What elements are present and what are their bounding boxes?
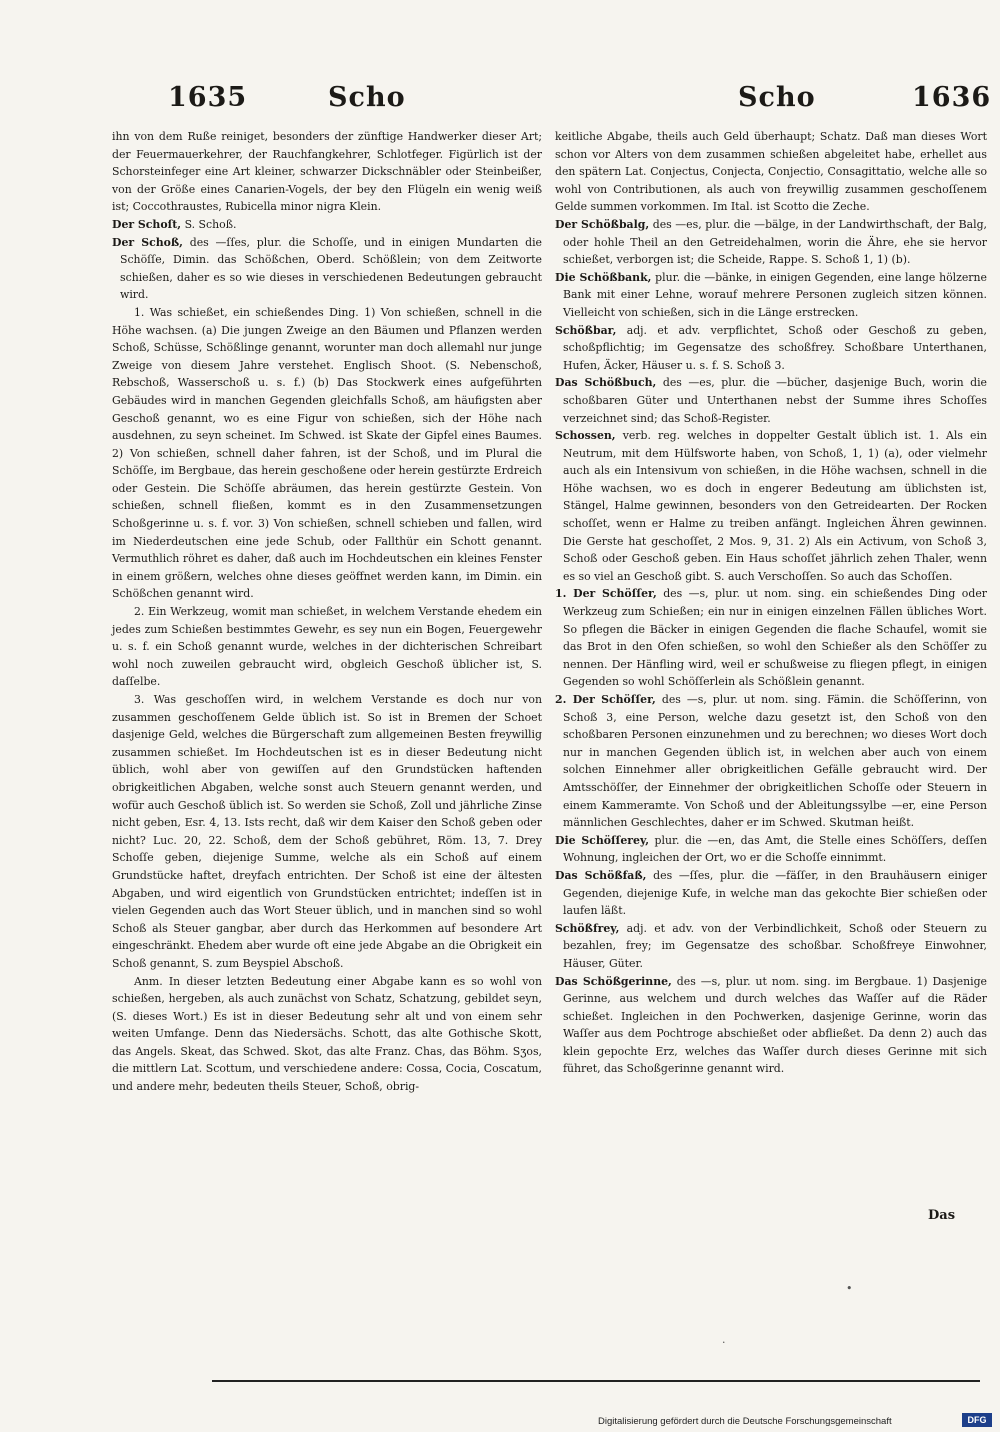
dictionary-entry bbox=[555, 920, 987, 973]
footer-credit: Digitalisierung gefördert durch die Deutsche Forschungsgemeinschaft bbox=[598, 1416, 892, 1427]
left-column bbox=[112, 128, 542, 1096]
dictionary-entry bbox=[555, 867, 987, 920]
entry-paragraph bbox=[112, 128, 542, 216]
dfg-logo: DFG bbox=[962, 1413, 992, 1427]
left-page-number: 1635 bbox=[168, 82, 248, 113]
entry-text: plur. die —en, das Amt, die Stelle eines Schöſſers, deſſen Wohnung, ingleichen der Ort, wo er die Schoſſe einnimmt. bbox=[563, 833, 987, 865]
entry-text: verb. reg. welches in doppelter Gestalt üblich ist. 1. Als ein Neutrum, mit dem Hülfsworte haben, von Schoß, 1, 1) (a), oder vielmehr auch als ein Intensivum von schießen, in die Höhe wachsen, schnell in die Höhe wachsen, wo es doch in engerer Bedeutung am üblichsten ist, Stängel, Halme gewinnen, besonders von den Getreidearten. Der Rocken schoſſet, wenn er Halme zu treiben anfängt. Ingleichen Ähren gewinnen. Die Gerste hat geschoſſet, 2 Mos. 9, 31. 2) Als ein Activum, von Schoß 3, Schoß oder Geschoß geben. Ein Haus schoſſet jährlich zehen Thaler, wenn es so viel an Geschoß gibt. S. auch Verschoſſen. So auch das Schoſſen. bbox=[563, 429, 987, 583]
entry-text: des —ſſes, plur. die —fäſſer, in den Brauhäusern einiger Gegenden, diejenige Kufe, in welche man das gekochte Bier schießen oder laufen läßt. bbox=[563, 868, 987, 918]
entry-paragraph bbox=[112, 973, 542, 1096]
entry-headword: Das Schößfaß, bbox=[555, 868, 647, 882]
entry-headword: Das Schößgerinne, bbox=[555, 974, 672, 988]
entry-text: des —s, plur. ut nom. sing. Fämin. die Schöſſerinn, von Schoß 3, eine Person, welche dazu gesetzt ist, den Schoß von den schoßbaren Personen einzunehmen und zu berechnen; wo dieses Wort doch nur in manchen Gegenden üblich ist, in welchen aber auch von einem solchen Einnehmer aller obrigkeitlichen Gefälle gebraucht wird. Der Amtsschöſſer, der Einnehmer der obrigkeitlichen Schoſſe oder Steuern in einem Kammeramte. Von Schoß und der Ableitungssylbe —er, eine Person männlichen Geschlechtes, daher er im Schwed. Skutman heißt. bbox=[563, 693, 987, 830]
entry-headword: Der Schoß, bbox=[112, 235, 183, 249]
dictionary-entry bbox=[555, 374, 987, 427]
entry-text: des —es, plur. die —bücher, dasjenige Buch, worin die schoßbaren Güter und Unterthanen nebst der Summe ihres Schoſſes verzeichnet sind; das Schoß-Register. bbox=[563, 376, 987, 425]
entry-headword: 1. Der Schöſſer, bbox=[555, 587, 657, 601]
entry-headword: Schossen, bbox=[555, 429, 616, 443]
entry-headword: Der Schößbalg, bbox=[555, 217, 650, 231]
entry-text: S. Schoß. bbox=[184, 217, 237, 231]
page-header bbox=[0, 82, 1000, 122]
entry-headword: Schößfrey, bbox=[555, 921, 620, 935]
catchword: Das bbox=[928, 1208, 956, 1223]
entry-headword: Schößbar, bbox=[555, 323, 617, 337]
dictionary-entry bbox=[555, 427, 987, 585]
entry-headword: Der Schoſt, bbox=[112, 217, 182, 231]
dictionary-entry bbox=[555, 691, 987, 832]
entry-paragraph bbox=[112, 691, 542, 973]
entry-text: adj. et adv. verpflichtet, Schoß oder Geschoß zu geben, schoßpflichtig; im Gegensatze des schoßfrey. Schoßbare Unterthanen, Hufen, Äcker, Häuser u. s. f. S. Schoß 3. bbox=[563, 323, 987, 372]
entry-text: adj. et adv. von der Verbindlichkeit, Schoß oder Steuern zu bezahlen, frey; im Gegensatze des schoßbar. Schoßfreye Einwohner, Häuser, Güter. bbox=[563, 921, 987, 970]
entry-text: ihn von dem Ruße reiniget, besonders der zünftige Handwerker dieser Art; der Feuermauerkehrer, der Rauchfangkehrer, Schlotfeger. Figürlich ist der Schorsteinfeger eine Art kleiner, schwarzer Dickschnäbler oder Steinbeißer, von der Größe eines Canarien-Vogels, der bey den Flügeln ein wenig weiß ist; Coccothraustes, Rubicella minor nigra Klein. bbox=[112, 130, 542, 214]
entry-paragraph bbox=[555, 128, 987, 216]
dictionary-entry bbox=[555, 832, 987, 867]
entry-headword: Die Schößbank, bbox=[555, 270, 652, 284]
entry-text: 1. Was schießet, ein schießendes Ding. 1) Von schießen, schnell in die Höhe wachsen. (a) Die jungen Zweige an den Bäumen und Pflanzen werden Schoß, Schüsse, Schößlinge genannt, worunter man doch allemahl nur junge Zweige von diesem Jahre verstehet. Englisch Shoot. (S. Nebenschoß, Rebschoß, Wasserschoß u. s. f.) (b) Das Stockwerk eines aufgeführten Gebäudes wird in manchen Gegenden gleichfalls Schoß, am häufigsten aber Geschoß genannt, wo es eine Figur von schießen, sich der Höhe nach ausdehnen, zu seyn scheinet. Im Schwed. ist Skate der Gipfel eines Baumes. 2) Von schießen, schnell daher fahren, ist der Schoß, und im Plural die Schöſſe, im Bergbaue, das herein geschoßene oder herein gestürzte Erdreich oder Gestein. Die Schöſſe abräumen, das herein gestürzte Gestein. Von schießen, schnell fließen, kommt es in den Zusammensetzungen Schoßgerinne u. s. f. vor. 3) Von schießen, schnell schieben und fallen, wird im Niederdeutschen eine jede Schub, oder Fallthür ein Schott genannt. Vermuthlich röhret es daher, daß auch im Hochdeutschen ein kleines Fenster in einem größern, welches ohne dieses geöffnet werden kann, im Dimin. ein Schößchen genannt wird. bbox=[112, 305, 542, 601]
entry-text: des —s, plur. ut nom. sing. im Bergbaue. 1) Dasjenige Gerinne, aus welchem und durch welches das Waſſer auf die Räder schießet. Ingleichen in den Pochwerken, dasjenige Gerinne, worin das Waſſer aus dem Pochtroge abschießet oder abfließet. Da denn 2) auch das klein gepochte Erz, welches das Waſſer durch dieses Gerinne mit sich führet, das Schoßgerinne genannt wird. bbox=[563, 974, 988, 1076]
entry-paragraph bbox=[112, 304, 542, 603]
entry-text: des —s, plur. ut nom. sing. ein schießendes Ding oder Werkzeug zum Schießen; ein nur in einigen einzelnen Fällen übliches Wort. So pflegen die Bäcker in einigen Gegenden die flache Schaufel, womit sie das Brot in den Ofen schießen, so wohl den Schießer als den Schöſſer zu nennen. Der Hänfling wird, weil er schußweise zu fliegen pflegt, in einigen Gegenden so wohl Schöſſerlein als Schößlein genannt. bbox=[563, 587, 987, 689]
entry-headword: Die Schöſſerey, bbox=[555, 833, 650, 847]
dictionary-entry bbox=[555, 585, 987, 691]
dictionary-entry bbox=[112, 216, 542, 234]
entry-text: 2. Ein Werkzeug, womit man schießet, in welchem Verstande ehedem ein jedes zum Schießen bestimmtes Gewehr, es sey nun ein Bogen, Feuergewehr u. s. f. ein Schoß genannt wurde, welches in der dichterischen Schreibart wohl noch zuweilen gebraucht wird, obgleich Geschoß üblicher ist, S. daſſelbe. bbox=[112, 605, 542, 689]
entry-text: keitliche Abgabe, theils auch Geld überhaupt; Schatz. Daß man dieses Wort schon vor Alters von dem zusammen schießen abgeleitet habe, erhellet aus den spätern Lat. Conjectus, Conjecta, Conjectio, Consagittatio, welche alle so wohl von Contributionen, als auch von freywillig zusammen geschoſſenem Gelde summen vorkommen. Im Ital. ist Scotto die Zeche. bbox=[555, 130, 987, 214]
entry-headword: 2. Der Schöſſer, bbox=[555, 693, 656, 706]
entry-paragraph bbox=[112, 603, 542, 691]
dictionary-entry bbox=[555, 322, 987, 375]
right-column bbox=[555, 128, 987, 1078]
speck-mark: • bbox=[846, 1282, 853, 1295]
entry-text: des —ſſes, plur. die Schoſſe, und in einigen Mundarten die Schöſſe, Dimin. das Schößchen, Oberd. Schößlein; von dem Zeitworte schießen, daher es so wie dieses in verschiedenen Bedeutungen gebraucht wird. bbox=[120, 235, 542, 302]
entry-headword: Das Schößbuch, bbox=[555, 376, 657, 390]
entry-text: 3. Was geschoſſen wird, in welchem Verstande es doch nur von zusammen geschoſſenem Gelde üblich ist. So ist in Bremen der Schoet dasjenige Geld, welches die Bürgerschaft zum allgemeinen Besten freywillig zusammen schießet. Im Hochdeutschen ist es in dieser Bedeutung nicht üblich, wohl aber von gewiſſen auf den Grundstücken haftenden obrigkeitlichen Abgaben, welche sonst auch Steuern genannt werden, und wofür auch Geschoß üblich ist. So werden sie Schoß, Zoll und jährliche Zinse nicht geben, Esr. 4, 13. Ists recht, daß wir dem Kaiser den Schoß geben oder nicht? Luc. 20, 22. Schoß, dem der Schoß gebühret, Röm. 13, 7. Drey Schoſſe geben, diejenige Summe, welche als ein Schoß auf einem Grundstücke haftet, dreyfach entrichten. Der Schoß ist eine der ältesten Abgaben, und wird eigentlich von Grundstücken entrichtet; indeſſen ist in vielen Gegenden auch das Wort Steuer üblich, und in manchen sind so wohl Schoß als Steuer gangbar, aber durch das Herkommen auf besondere Art eingeschränkt. Ehedem aber wurde oft eine jede Abgabe an die Obrigkeit ein Schoß genannt, S. zum Beyspiel Abschoß. bbox=[112, 693, 542, 970]
bottom-rule bbox=[212, 1380, 980, 1382]
speck-mark: · bbox=[722, 1336, 726, 1349]
dictionary-entry bbox=[112, 234, 542, 304]
left-running-head: Scho bbox=[328, 82, 406, 113]
entry-text: plur. die —bänke, in einigen Gegenden, eine lange hölzerne Bank mit einer Lehne, worauf mehrere Personen zugleich sitzen können. Vielleicht von schießen, sich in die Länge erstrecken. bbox=[563, 270, 987, 319]
dictionary-entry bbox=[555, 973, 987, 1079]
dictionary-entry bbox=[555, 216, 987, 269]
entry-text: des —es, plur. die —bälge, in der Landwirthschaft, der Balg, oder hohle Theil an den Getreidehalmen, worin die Ähre, ehe sie hervor schießet, verborgen ist; die Scheide, Rappe. S. Schoß 1, 1) (b). bbox=[563, 217, 987, 267]
right-running-head: Scho bbox=[738, 82, 816, 113]
entry-text: Anm. In dieser letzten Bedeutung einer Abgabe kann es so wohl von schießen, hergeben, als auch zunächst von Schatz, Schatzung, gebildet seyn, (S. dieses Wort.) Es ist in dieser Bedeutung sehr alt und von einem sehr weiten Umfange. Denn das Niedersächs. Schott, das alte Gothische Skott, das Angels. Skeat, das Schwed. Skot, das alte Franz. Chas, das Böhm. Sʒos, die mittlern Lat. Scottum, und verschiedene andere: Cossa, Cocia, Coscatum, und andere mehr, bedeuten theils Steuer, Schoß, obrig- bbox=[112, 974, 542, 1094]
dictionary-entry bbox=[555, 269, 987, 322]
right-page-number: 1636 bbox=[912, 82, 992, 113]
